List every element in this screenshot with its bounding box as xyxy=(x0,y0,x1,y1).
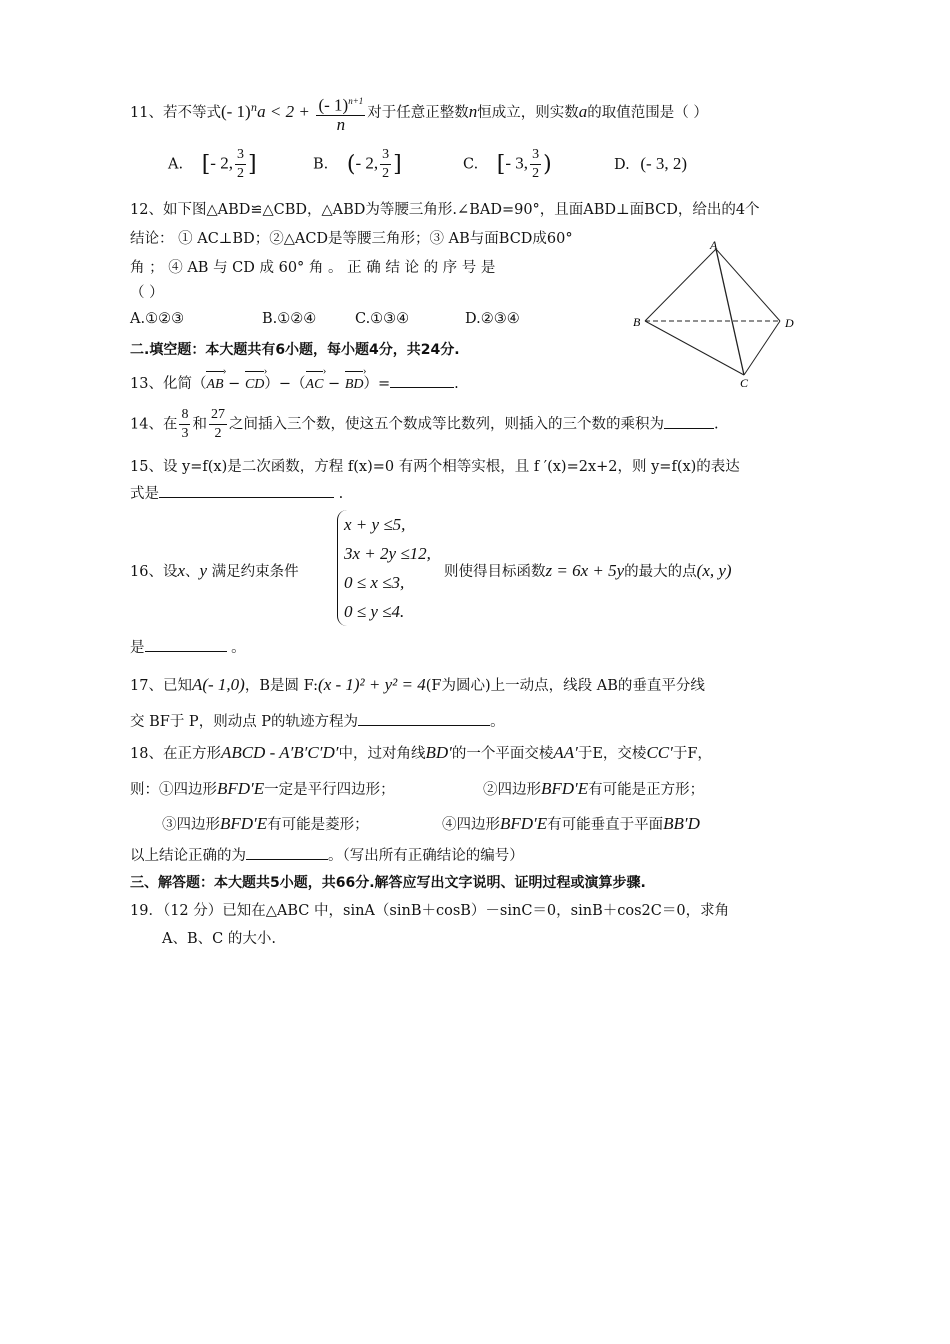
option-left: - 2, xyxy=(210,153,233,173)
q12-option-a: A.①②③ xyxy=(130,311,185,327)
q18-mid: 中，过对角线 xyxy=(338,746,426,762)
q18-line4 xyxy=(130,845,524,867)
q17-mid: ，B是圆 F: xyxy=(244,678,319,694)
q17-end: 。 xyxy=(490,714,505,730)
option-left: - 3, xyxy=(505,153,529,173)
q18-line2-prefix: 则：①四边形 xyxy=(130,782,217,798)
diagonal: BD′ xyxy=(425,743,452,762)
minus: − xyxy=(328,376,341,392)
var-y: y xyxy=(199,561,208,580)
q11-frac-num: (- 1) xyxy=(318,95,349,115)
q11-prefix: 11、若不等式 xyxy=(130,104,221,121)
q16-sep: 、 xyxy=(185,564,200,580)
q11-suffix2: 恒成立，则实数 xyxy=(477,104,579,121)
q17-line2 xyxy=(130,711,505,733)
option-num: 3 xyxy=(235,146,246,165)
option-label: C. xyxy=(463,156,479,173)
q18-line3-part2-label: ④四边形 xyxy=(442,817,500,833)
q12-option-d: D.②③④ xyxy=(465,311,520,327)
q11-exp: n xyxy=(250,103,258,114)
q11-var-n: n xyxy=(468,101,478,121)
vertex-d-label: D xyxy=(785,316,794,330)
constraint-1: x + y ≤5, xyxy=(344,515,406,534)
constraint-4: 0 ≤ y ≤4. xyxy=(344,602,405,621)
q12-option-c: C.①③④ xyxy=(355,311,410,327)
q18-line4-prefix: 以上结论正确的为 xyxy=(130,848,246,864)
vector-cd: CD › xyxy=(245,368,264,396)
quad: BFD′E xyxy=(220,814,268,833)
q18-suffix: 于F， xyxy=(672,746,712,762)
section3-heading: 三、解答题：本大题共5小题，共66分.解答应写出文字说明、证明过程或演算步骤. xyxy=(130,875,646,891)
q11-option-c: C. [- 3, $\frac{3}{2}$ ) xyxy=(463,147,552,181)
q18-line3-mid2: 有可能垂直于平面 xyxy=(547,817,664,833)
constraint-2: 3x + 2y ≤12, xyxy=(344,544,431,563)
cube-name: ABCD - A′B′C′D′ xyxy=(220,743,339,762)
q16-prefix: 16、设 xyxy=(130,564,178,580)
q18-mid2: 的一个平面交棱 xyxy=(451,746,554,762)
q17-line1 xyxy=(130,674,705,697)
q18-line3-mid: 有可能是菱形； xyxy=(267,817,369,833)
minus: − xyxy=(228,376,241,392)
section2-heading: 二.填空题：本大题共有6小题，每小题4分，共24分. xyxy=(130,342,460,358)
answer-blank[interactable] xyxy=(390,373,454,388)
vertex-b-label: B xyxy=(633,315,641,329)
q18-line2-part2 xyxy=(483,778,704,801)
tetrahedron-figure xyxy=(625,235,805,390)
q17-line2-prefix: 交 BF于 P，则动点 P的轨迹方程为 xyxy=(130,714,359,730)
q12-line3: 角 ； ④ AB 与 CD 成 60° 角 。 正 确 结 论 的 序 号 是 xyxy=(130,260,496,276)
objective-function: z = 6x + 5y xyxy=(545,561,625,580)
option-label: A. xyxy=(168,156,184,173)
q14-line xyxy=(130,406,719,443)
vector-ac: AC › xyxy=(306,368,324,396)
q13-end: . xyxy=(454,376,459,392)
q18-line2-mid: 一定是平行四边形； xyxy=(264,782,395,798)
q16-mid: 满足约束条件 xyxy=(211,564,299,580)
answer-blank[interactable] xyxy=(358,711,490,726)
q16-suffix: 则使得目标函数 xyxy=(444,564,546,580)
q18-line3 xyxy=(162,813,369,836)
q12-line2: 结论： ① AC⊥BD；②△ACD是等腰三角形；③ AB与面BCD成60° xyxy=(130,231,573,247)
q14-prefix: 14、在 xyxy=(130,416,178,433)
option-num: 3 xyxy=(530,146,541,165)
constraint-system xyxy=(337,510,431,626)
q11-option-d xyxy=(614,154,687,174)
vertex-a-label: A xyxy=(710,238,718,252)
q11-var-a: a xyxy=(578,101,588,121)
q16-line xyxy=(130,560,299,583)
answer-blank[interactable] xyxy=(145,637,227,652)
point-a: A(- 1,0) xyxy=(191,675,245,694)
q14-end: . xyxy=(713,416,719,433)
q18-line3-part1: ③四边形 xyxy=(162,817,220,833)
circle-equation: (x - 1)² + y² = 4 xyxy=(318,675,426,694)
q18-line4-end: 。（写出所有正确结论的编号） xyxy=(328,848,524,864)
option-label: B. xyxy=(313,156,329,173)
vertex-c-label: C xyxy=(740,376,749,390)
q16-suffix2: 的最大的点 xyxy=(624,564,697,580)
q12-option-b: B.①②④ xyxy=(262,311,317,327)
q14-suffix: 之间插入三个数，使这五个数成等比数列，则插入的三个数的乘积为 xyxy=(228,416,664,433)
q11-line xyxy=(130,92,708,134)
q18-prefix: 18、在正方形 xyxy=(130,746,221,762)
answer-blank[interactable] xyxy=(246,845,328,860)
q14-and: 和 xyxy=(192,416,207,433)
q12-line1: 12、如下图△ABD≌△CBD，△ABD为等腰三角形.∠BAD=90°，且面ABD⊥面BCD，给出的4个 xyxy=(130,202,760,218)
option-den: 2 xyxy=(236,166,244,181)
frac2-num: 27 xyxy=(209,406,227,425)
option-text: (- 3, 2) xyxy=(640,154,688,173)
option-den: 2 xyxy=(382,166,390,181)
q12-line4: （ ） xyxy=(130,285,164,301)
q18-line2 xyxy=(130,778,395,801)
q13-mid: ）−（ xyxy=(264,376,306,392)
q17-suffix: (F为圆心)上一动点，线段 AB的垂直平分线 xyxy=(425,678,705,694)
q11-option-b: B. (- 2, $\frac{3}{2}$ ] xyxy=(313,147,402,181)
q15-line2 xyxy=(130,483,343,505)
q13-suffix: ）= xyxy=(363,376,391,392)
q18-line1 xyxy=(130,742,712,765)
quad: BFD′E xyxy=(217,779,265,798)
q18-line3-part2 xyxy=(442,813,700,836)
q11-suffix1: 对于任意正整数 xyxy=(367,104,469,121)
point-xy: (x, y) xyxy=(696,561,732,580)
q11-ineq-mid: a < 2 + xyxy=(257,101,310,121)
q19-line1: 19．（12 分）已知在△ABC 中，sinA（sinB＋cosB）－sinC＝0，sinB＋cos2C＝0，求角 xyxy=(130,903,730,919)
frac1-num: 8 xyxy=(179,406,190,425)
frac1-den: 3 xyxy=(181,426,189,441)
q17-prefix: 17、已知 xyxy=(130,678,192,694)
frac2-den: 2 xyxy=(214,426,222,441)
q11-suffix3: 的取值范围是（ ） xyxy=(587,104,708,121)
vector-ab: AB › xyxy=(206,368,223,396)
q11-ineq-left: (- 1) xyxy=(220,101,251,121)
edge-aa: AA′ xyxy=(553,743,578,762)
q16-end: 。 xyxy=(231,640,246,656)
q11-option-a: A. [- 2, $\frac{3}{2}$ ] xyxy=(168,147,257,181)
q18-mid3: 于E，交棱 xyxy=(577,746,647,762)
q15-line1: 15、设 y=f(x)是二次函数，方程 f(x)=0 有两个相等实根，且 f ′(x)=2x+2，则 y=f(x)的表达 xyxy=(130,459,740,475)
answer-blank[interactable] xyxy=(159,483,334,498)
q18-line2-end: 有可能是正方形； xyxy=(588,782,705,798)
constraint-3: 0 ≤ x ≤3, xyxy=(344,573,405,592)
answer-blank[interactable] xyxy=(664,414,714,429)
q16-line2 xyxy=(130,637,246,659)
q11-frac-den: n xyxy=(336,114,346,134)
q18-line2-part2-label: ②四边形 xyxy=(483,782,541,798)
q16-objective xyxy=(444,560,732,583)
quad: BFD′E xyxy=(500,814,548,833)
edge-cc: CC′ xyxy=(646,743,673,762)
q13-line xyxy=(130,368,459,396)
var-x: x xyxy=(177,561,185,580)
vector-bd: BD › xyxy=(345,368,364,396)
quad: BFD′E xyxy=(541,779,589,798)
q15-end: . xyxy=(338,486,344,502)
q19-line2: A、B、C 的大小. xyxy=(162,931,276,947)
q15-prefix: 式是 xyxy=(130,486,159,502)
option-num: 3 xyxy=(380,146,391,165)
plane: BB′D xyxy=(663,814,700,833)
q11-frac-exp: n+1 xyxy=(348,96,364,106)
q13-prefix: 13、化简（ xyxy=(130,376,207,392)
q11-fraction xyxy=(316,92,365,134)
option-label: D. xyxy=(614,157,630,173)
q16-line2-prefix: 是 xyxy=(130,640,145,656)
option-left: - 2, xyxy=(355,153,379,173)
option-den: 2 xyxy=(532,166,540,181)
